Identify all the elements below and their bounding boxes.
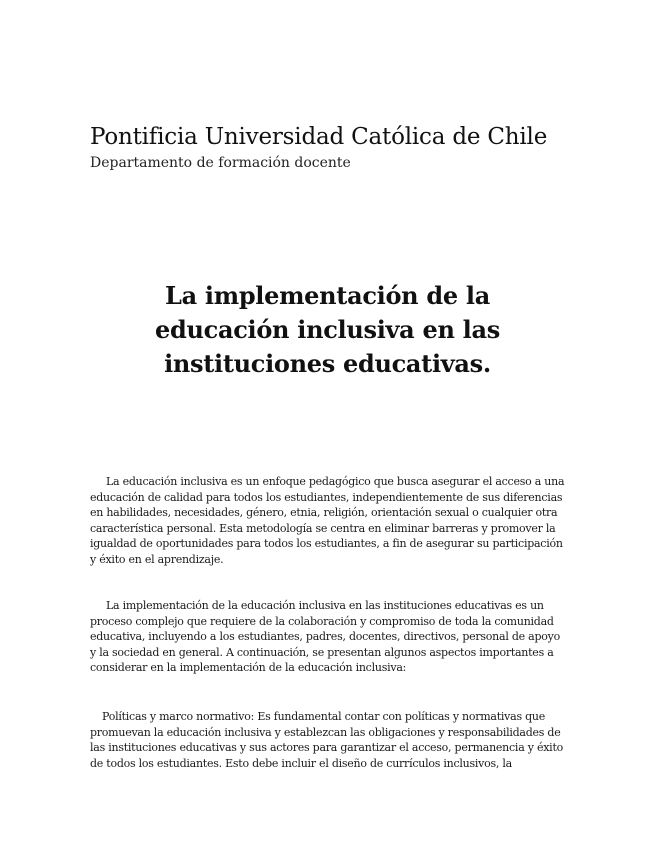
paragraph-implementation: La implementación de la educación inclusiva en las instituciones educativas es un proceso complejo que requiere de la colaboración y compromiso de toda la comunidad educativa, incluyendo a los estudiantes, padres, docentes, directivos, personal de apoyo y la sociedad en general. A continuación, se presentan algunos aspectos importantes a considerar en la implementación de la educación inclusiva: [90,599,560,675]
university-name: Pontificia Universidad Católica de Chile [90,124,548,150]
department-name: Departamento de formación docente [90,155,351,171]
paragraph-policies: Políticas y marco normativo: Es fundamental contar con políticas y normativas que promuevan la educación inclusiva y establezcan las obligaciones y responsabilidades de las instituciones educativas y sus actores para garantizar el acceso, permanencia y éxito de todos los estudiantes. Esto debe incluir el diseño de currículos inclusivos, la [90,710,563,770]
paragraph-intro: La educación inclusiva es un enfoque pedagógico que busca asegurar el acceso a una educación de calidad para todos los estudiantes, independientemente de sus diferencias en habilidades, necesidades, género, etnia, religión, orientación sexual o cualquier otra característica personal. Esta metodología se centra en eliminar barreras y promover la igualdad de oportunidades para todos los estudiantes, a fin de asegurar su participación y éxito en el aprendizaje. [90,475,565,566]
document-title: La implementación de la educación inclusiva en las instituciones educativas. [155,281,500,378]
